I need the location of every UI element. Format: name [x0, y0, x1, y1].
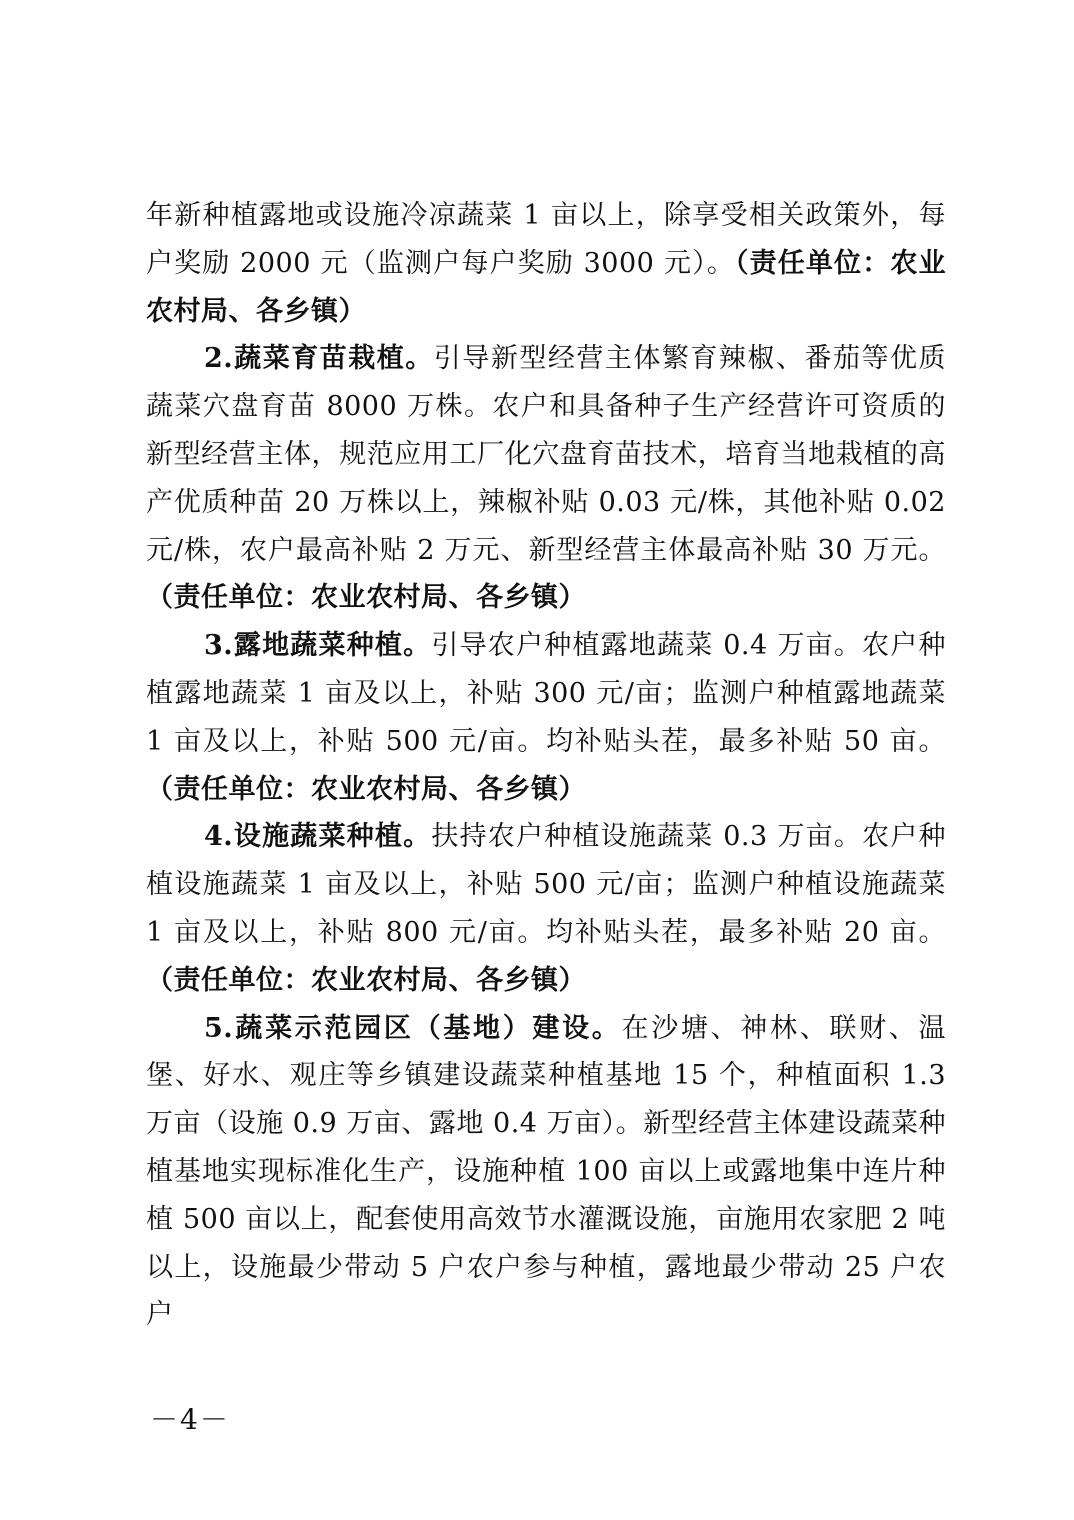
paragraph-facility-vegetables [146, 813, 946, 1004]
page-number: －4－ [150, 1403, 230, 1436]
section-heading: 5.蔬菜示范园区（基地）建设。 [204, 1012, 622, 1044]
responsible-unit: （责任单位：农业农村局、各乡镇） [146, 247, 946, 327]
responsible-unit: （责任单位：农业农村局、各乡镇） [146, 964, 586, 996]
responsible-unit: （责任单位：农业农村局、各乡镇） [146, 773, 586, 805]
paragraph-demonstration-park [146, 1005, 946, 1340]
section-heading: 2.蔬菜育苗栽植。 [204, 343, 434, 375]
paragraph-text: 年新种植露地或设施冷凉蔬菜 1 亩以上，除享受相关政策外，每户奖励 2000 元（监测户每户奖励 3000 元）。 [146, 200, 946, 279]
paragraph-text: 引导农户种植露地蔬菜 0.4 万亩。农户种植露地蔬菜 1 亩及以上，补贴 300 元/亩；监测户种植露地蔬菜 1 亩及以上，补贴 500 元/亩。均补贴头茬，最多补贴 50 亩。 [146, 630, 947, 757]
paragraph-text: 在沙塘、神林、联财、温堡、好水、观庄等乡镇建设蔬菜种植基地 15 个，种植面积 1.3 万亩（设施 0.9 万亩、露地 0.4 万亩）。新型经营主体建设蔬菜种植基地实现标准化生产，设施种植 100 亩以上或露地集中连片种植 500 亩以上，配套使用高效节水灌溉设施，亩施用农家肥 2 吨以上，设施最少带动 5 户农户参与种植，露地最少带动 25 户农户 [146, 1012, 947, 1331]
document-body [146, 192, 946, 1339]
paragraph-continuation [146, 192, 946, 335]
responsible-unit: （责任单位：农业农村局、各乡镇） [146, 582, 586, 614]
paragraph-vegetable-seedlings [146, 335, 946, 622]
paragraph-text: 引导新型经营主体繁育辣椒、番茄等优质蔬菜穴盘育苗 8000 万株。农户和具备种子生产经营许可资质的新型经营主体，规范应用工厂化穴盘育苗技术，培育当地栽植的高产优质种苗 20 万株以上，辣椒补贴 0.03 元/株，其他补贴 0.02 元/株，农户最高补贴 2 万元、新型经营主体最高补贴 30 万元。 [146, 343, 947, 566]
section-heading: 3.露地蔬菜种植。 [204, 630, 432, 662]
paragraph-open-field-vegetables [146, 622, 946, 813]
section-heading: 4.设施蔬菜种植。 [204, 821, 432, 853]
paragraph-text: 扶持农户种植设施蔬菜 0.3 万亩。农户种植设施蔬菜 1 亩及以上，补贴 500 元/亩；监测户种植设施蔬菜 1 亩及以上，补贴 800 元/亩。均补贴头茬，最多补贴 20 亩。 [146, 821, 947, 948]
